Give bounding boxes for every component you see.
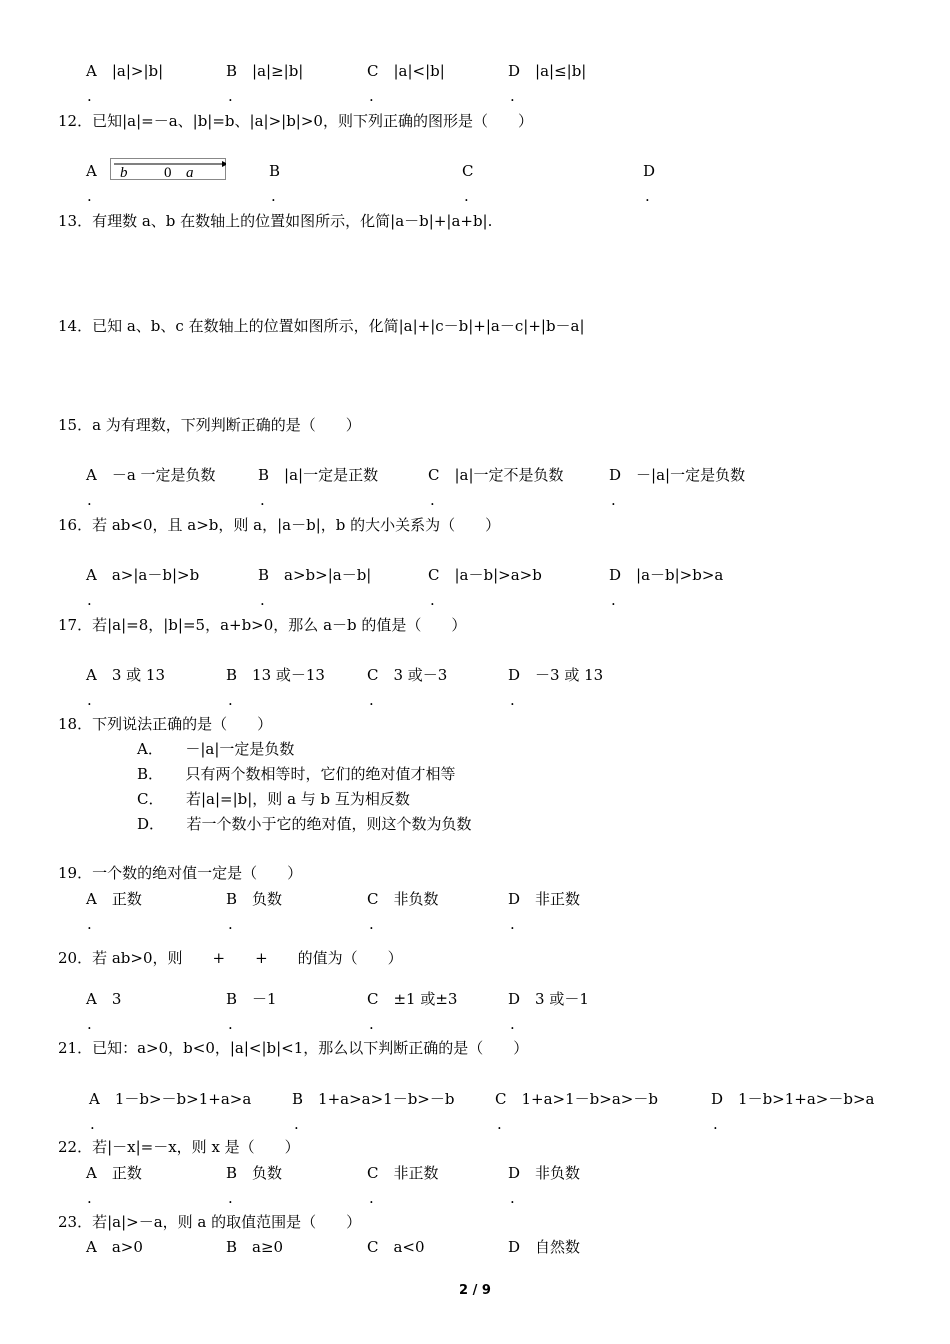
q11-option-a: A |a|>|b| — [86, 62, 164, 80]
q23-option-d: D 自然数 — [508, 1238, 581, 1256]
option-dot: . — [430, 491, 435, 509]
q20-option-a: A 3 — [86, 990, 122, 1008]
option-dot: . — [260, 591, 265, 609]
option-dot: . — [228, 87, 233, 105]
q15-option-d: D －|a|一定是负数 — [609, 466, 746, 484]
option-dot: . — [369, 1189, 374, 1207]
option-dot: . — [228, 691, 233, 709]
q19-option-d: D 非正数 — [508, 890, 581, 908]
q16-option-b: B a>b>|a－b| — [258, 566, 372, 584]
q11-option-b: B |a|≥|b| — [226, 62, 304, 80]
option-dot: . — [510, 87, 515, 105]
option-dot: . — [87, 915, 92, 933]
page-number: 2 / 9 — [459, 1283, 491, 1298]
figure-label-0: 0 — [164, 165, 172, 180]
q21-option-a: A 1－b>－b>1+a>a — [89, 1090, 252, 1108]
option-dot: . — [87, 87, 92, 105]
q21-stem: 21．已知：a>0，b<0，|a|<|b|<1，那么以下判断正确的是（ ） — [58, 1039, 529, 1057]
q20-stem: 20．若 ab>0，则 + + 的值为（ ） — [58, 949, 403, 967]
option-dot: . — [87, 491, 92, 509]
q17-stem: 17．若|a|=8，|b|=5，a+b>0，那么 a－b 的值是（ ） — [58, 616, 467, 634]
option-dot: . — [464, 187, 469, 205]
option-dot: . — [87, 1015, 92, 1033]
q15-option-a: A －a 一定是负数 — [86, 466, 216, 484]
number-line-figure — [110, 158, 226, 180]
option-dot: . — [369, 1015, 374, 1033]
figure-label-b: b — [120, 165, 128, 180]
option-dot: . — [228, 1189, 233, 1207]
option-dot: . — [87, 187, 92, 205]
option-dot: . — [228, 1015, 233, 1033]
q22-stem: 22．若|－x|=－x，则 x 是（ ） — [58, 1138, 300, 1156]
q21-option-d: D 1－b>1+a>－b>a — [711, 1090, 875, 1108]
q17-option-a: A 3 或 13 — [86, 666, 165, 684]
q22-option-a: A 正数 — [86, 1164, 142, 1182]
option-dot: . — [369, 87, 374, 105]
option-dot: . — [228, 915, 233, 933]
q18-option-c: C． 若|a|=|b|，则 a 与 b 互为相反数 — [137, 790, 410, 808]
q17-option-b: B 13 或－13 — [226, 666, 325, 684]
option-dot: . — [430, 591, 435, 609]
option-dot: . — [369, 691, 374, 709]
option-dot: . — [87, 591, 92, 609]
q20-option-d: D 3 或－1 — [508, 990, 589, 1008]
q16-option-c: C |a－b|>a>b — [428, 566, 542, 584]
option-dot: . — [713, 1115, 718, 1133]
q18-stem: 18．下列说法正确的是（ ） — [58, 715, 273, 733]
q15-stem: 15．a 为有理数，下列判断正确的是（ ） — [58, 416, 361, 434]
q19-option-c: C 非负数 — [367, 890, 439, 908]
option-dot: . — [611, 591, 616, 609]
option-dot: . — [294, 1115, 299, 1133]
q13-stem: 13．有理数 a、b 在数轴上的位置如图所示，化简|a－b|+|a+b|. — [58, 212, 493, 230]
option-dot: . — [510, 691, 515, 709]
option-dot: . — [271, 187, 276, 205]
q22-option-c: C 非正数 — [367, 1164, 439, 1182]
q18-option-b: B． 只有两个数相等时，它们的绝对值才相等 — [137, 765, 456, 783]
q20-option-c: C ±1 或±3 — [367, 990, 458, 1008]
q12-stem: 12．已知|a|=－a、|b|=b、|a|>|b|>0，则下列正确的图形是（ ） — [58, 112, 533, 130]
option-dot: . — [510, 1189, 515, 1207]
q11-option-c: C |a|<|b| — [367, 62, 445, 80]
q21-option-b: B 1+a>a>1－b>－b — [292, 1090, 455, 1108]
option-dot: . — [645, 187, 650, 205]
q19-option-b: B 负数 — [226, 890, 283, 908]
q16-stem: 16．若 ab<0，且 a>b，则 a，|a－b|，b 的大小关系为（ ） — [58, 516, 501, 534]
q17-option-d: D －3 或 13 — [508, 666, 604, 684]
q23-option-a: A a>0 — [86, 1238, 143, 1256]
q15-option-c: C |a|一定不是负数 — [428, 466, 564, 484]
q19-option-a: A 正数 — [86, 890, 142, 908]
option-dot: . — [87, 691, 92, 709]
q22-option-b: B 负数 — [226, 1164, 283, 1182]
q16-option-a: A a>|a－b|>b — [86, 566, 200, 584]
option-dot: . — [87, 1189, 92, 1207]
q18-option-a: A． －|a|一定是负数 — [137, 740, 295, 758]
q12-option-a: A — [86, 162, 97, 180]
q22-option-d: D 非负数 — [508, 1164, 581, 1182]
q23-option-b: B a≥0 — [226, 1238, 284, 1256]
option-dot: . — [497, 1115, 502, 1133]
q18-option-d: D． 若一个数小于它的绝对值，则这个数为负数 — [137, 815, 472, 833]
q12-option-b: B — [269, 162, 281, 180]
q17-option-c: C 3 或－3 — [367, 666, 448, 684]
q20-option-b: B －1 — [226, 990, 277, 1008]
q23-stem: 23．若|a|>－a，则 a 的取值范围是（ ） — [58, 1213, 362, 1231]
option-dot: . — [510, 1015, 515, 1033]
q16-option-d: D |a－b|>b>a — [609, 566, 724, 584]
q21-option-c: C 1+a>1－b>a>－b — [495, 1090, 658, 1108]
option-dot: . — [611, 491, 616, 509]
q19-stem: 19．一个数的绝对值一定是（ ） — [58, 864, 303, 882]
q12-option-d: D — [643, 162, 656, 180]
option-dot: . — [369, 915, 374, 933]
q14-stem: 14．已知 a、b、c 在数轴上的位置如图所示，化简|a|+|c－b|+|a－c|+|b－a| — [58, 317, 585, 335]
option-dot: . — [90, 1115, 95, 1133]
q12-option-c: C — [462, 162, 474, 180]
option-dot: . — [510, 915, 515, 933]
figure-label-a: a — [186, 165, 194, 180]
q23-option-c: C a<0 — [367, 1238, 425, 1256]
q15-option-b: B |a|一定是正数 — [258, 466, 379, 484]
option-dot: . — [260, 491, 265, 509]
q11-option-d: D |a|≤|b| — [508, 62, 587, 80]
